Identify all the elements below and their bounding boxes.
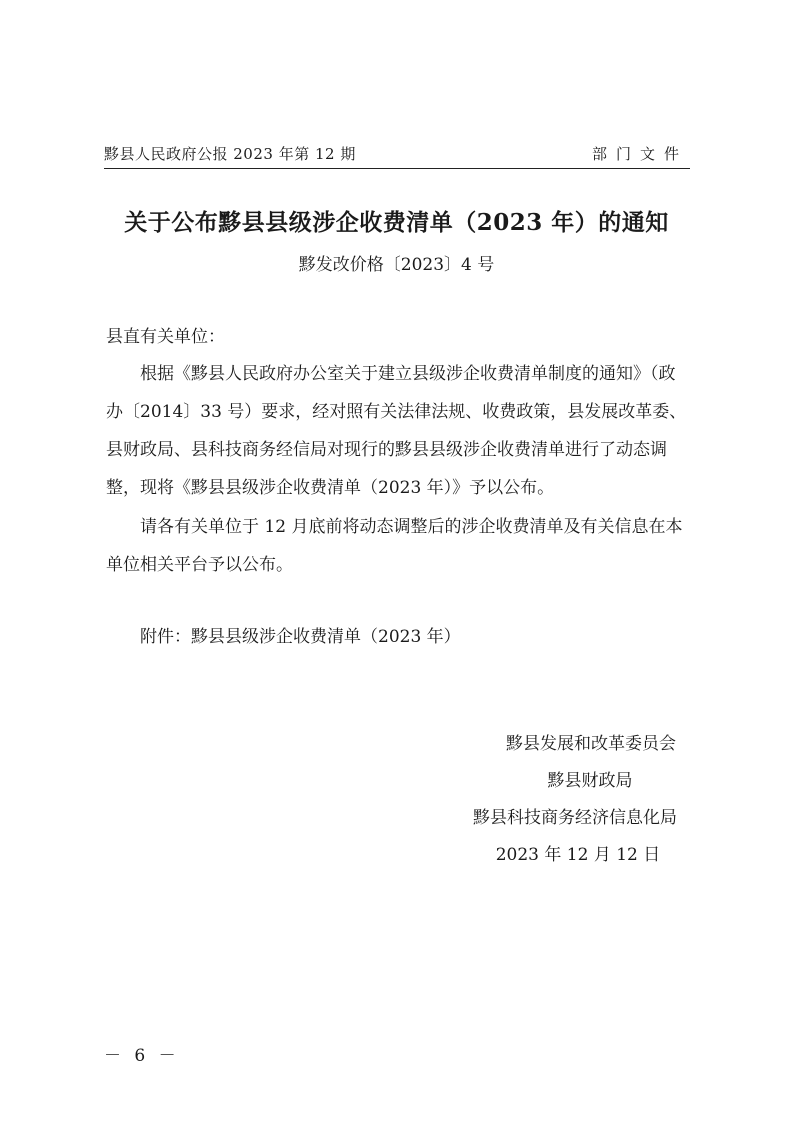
header-divider bbox=[104, 168, 690, 169]
page-number: － 6 － bbox=[104, 1046, 180, 1066]
issue-date: 2023 年 12 月 12 日 bbox=[495, 845, 661, 865]
signatory: 黟县发展和改革委员会 bbox=[506, 734, 676, 754]
section-label: 部门文件 bbox=[591, 145, 688, 163]
document-number: 黟发改价格〔2023〕4 号 bbox=[298, 255, 495, 275]
page-header bbox=[104, 139, 690, 169]
body-paragraph: 根据《黟县人民政府办公室关于建立县级涉企收费清单制度的通知》（政办〔2014〕33 号）要求，经对照有关法律法规、收费政策，县发展改革委、县财政局、县科技商务经信局对现行的黟县县级涉企收费清单进行了动态调整，现将《黟县县级涉企收费清单（2023 年）》予以公布。 bbox=[106, 364, 687, 498]
body-paragraph: 请各有关单位于 12 月底前将动态调整后的涉企收费清单及有关信息在本单位相关平台予以公布。 bbox=[106, 517, 683, 575]
signatory: 黟县财政局 bbox=[547, 771, 633, 791]
attachment-note: 附件：黟县县级涉企收费清单（2023 年） bbox=[140, 627, 461, 647]
signatory: 黟县科技商务经济信息化局 bbox=[473, 808, 677, 828]
signature-block bbox=[420, 726, 730, 874]
document-title: 关于公布黟县县级涉企收费清单（2023 年）的通知 bbox=[124, 209, 669, 236]
salutation: 县直有关单位： bbox=[106, 327, 225, 347]
gazette-issue-label: 黟县人民政府公报 2023 年第 12 期 bbox=[104, 145, 356, 163]
